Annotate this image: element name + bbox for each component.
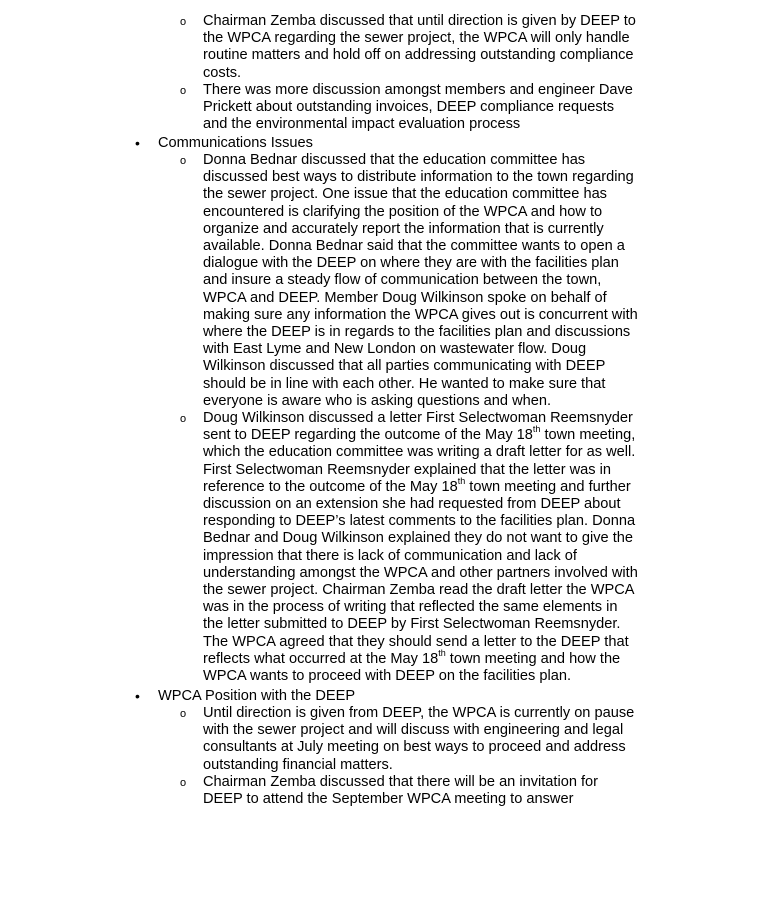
ordinal-suffix: th <box>438 647 446 658</box>
text-line: organize and accurately report the information that is currently <box>203 220 604 237</box>
sub-bullet-marker: o <box>180 16 187 28</box>
list-item-zemba-direction <box>203 13 655 82</box>
text-line: routine matters and hold off on addressing outstanding compliance <box>203 47 634 64</box>
text-line: responding to DEEP’s latest comments to the facilities plan. Donna <box>203 513 636 530</box>
text-line: Wilkinson discussed that all parties communicating with DEEP <box>203 358 606 375</box>
text-line: everyone is aware who is asking questions and when. <box>203 392 552 409</box>
text-line: encountered is clarifying the position of the WPCA and how to <box>203 203 603 220</box>
text-line: discussed best ways to distribute information to the town regarding <box>203 169 634 186</box>
text-line: with East Lyme and New London on wastewater flow. Doug <box>203 341 587 358</box>
list-item-deep-invitation <box>203 774 655 808</box>
ordinal-suffix: th <box>457 475 466 486</box>
section-heading-wpca-position: WPCA Position with the DEEP <box>158 688 356 704</box>
text-line: consultants at July meeting on best ways to proceed and address <box>203 739 626 756</box>
text-line: The WPCA agreed that they should send a letter to the DEEP that <box>203 633 629 650</box>
text-line: dialogue with the DEEP on where they are with the facilities plan <box>203 255 619 272</box>
text-line: which the education committee was writing a draft letter for as well. <box>203 444 636 461</box>
text-line <box>203 475 655 496</box>
text-segment: sent to DEEP regarding the outcome of the May 18 <box>203 427 533 444</box>
text-line: the letter submitted to DEEP by First Selectwoman Reemsnyder. <box>203 616 621 633</box>
text-line: Prickett about outstanding invoices, DEEP compliance requests <box>203 99 615 116</box>
text-line: available. Donna Bednar said that the committee wants to open a <box>203 238 625 255</box>
text-line <box>203 424 655 444</box>
text-segment: reflects what occurred at the May 18 <box>203 650 439 667</box>
ordinal-suffix: th <box>532 424 541 435</box>
text-line: outstanding financial matters. <box>203 756 393 773</box>
text-line: costs. <box>203 64 242 81</box>
text-line: DEEP to attend the September WPCA meeting to answer <box>203 791 574 808</box>
text-line: the WPCA regarding the sewer project, the WPCA will only handle <box>203 30 630 47</box>
text-line: making sure any information the WPCA gives out is concurrent with <box>203 306 638 323</box>
text-line: Bednar and Doug Wilkinson explained they do not want to give the <box>203 530 633 547</box>
text-line: Chairman Zemba discussed that until direction is given by DEEP to <box>203 13 636 29</box>
sub-bullet-marker: o <box>180 155 187 167</box>
text-segment: reference to the outcome of the May 18 <box>203 478 458 495</box>
text-segment: town meeting and further <box>465 478 631 495</box>
text-segment: town meeting, <box>540 427 636 444</box>
text-line: First Selectwoman Reemsnyder explained that the letter was in <box>203 461 612 478</box>
text-line: was in the process of writing that reflected the same elements in <box>203 599 618 616</box>
text-line: with the sewer project and will discuss with engineering and legal <box>203 722 624 739</box>
text-line: Until direction is given from DEEP, the WPCA is currently on pause <box>203 705 635 721</box>
text-line: understanding amongst the WPCA and other partners involved with <box>203 564 638 581</box>
text-line: the sewer project. Chairman Zemba read the draft letter the WPCA <box>203 582 635 599</box>
top-bullet-marker: • <box>135 688 140 704</box>
sub-bullet-marker: o <box>180 413 187 425</box>
text-line: Donna Bednar discussed that the education committee has <box>203 152 586 168</box>
sub-bullet-marker: o <box>180 85 187 97</box>
sub-bullet-marker: o <box>180 777 187 789</box>
list-item-bednar-education <box>203 152 655 410</box>
list-item-wpca-pause <box>203 705 655 774</box>
list-item-invoices-discussion <box>203 82 655 134</box>
text-segment: town meeting and how the <box>445 650 621 667</box>
text-line: and insure a steady flow of communication between the town, <box>203 272 602 289</box>
text-line: impression that there is lack of communication and lack of <box>203 547 577 564</box>
text-line: Chairman Zemba discussed that there will be an invitation for <box>203 774 599 790</box>
list-item-wilkinson-letter <box>203 410 655 685</box>
text-line <box>203 647 655 668</box>
top-bullet-marker: • <box>135 135 140 151</box>
text-line: There was more discussion amongst members and engineer Dave <box>203 82 633 98</box>
text-line: the sewer project. One issue that the education committee has <box>203 186 607 203</box>
text-line: WPCA wants to proceed with DEEP on the facilities plan. <box>203 668 572 685</box>
text-line: Doug Wilkinson discussed a letter First Selectwoman Reemsnyder <box>203 410 633 426</box>
text-line: and the environmental impact evaluation process <box>203 116 521 133</box>
text-line: WPCA and DEEP. Member Doug Wilkinson spoke on behalf of <box>203 289 607 306</box>
sub-bullet-marker: o <box>180 708 187 720</box>
text-line: should be in line with each other. He wanted to make sure that <box>203 375 606 392</box>
text-line: where the DEEP is in regards to the facilities plan and discussions <box>203 324 631 341</box>
section-heading-communications: Communications Issues <box>158 135 313 151</box>
text-line: discussion on an extension she had requested from DEEP about <box>203 496 621 513</box>
